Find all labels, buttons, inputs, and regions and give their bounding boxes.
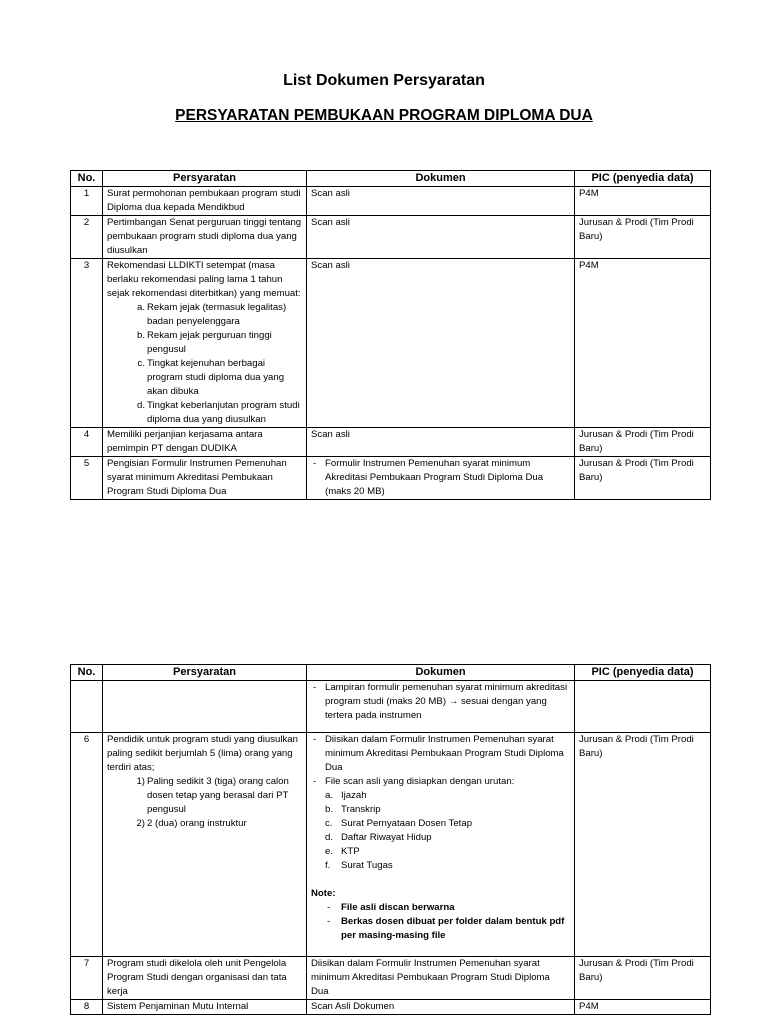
requirements-table: [70, 170, 711, 500]
row-persyaratan-cell: [103, 733, 307, 957]
list-item: e. KTP: [325, 846, 360, 857]
row-dokumen: Diisikan dalam Formulir Instrumen Pemenuhan syarat minimum Akreditasi Pembukaan Program Studi Diploma Dua: [307, 957, 575, 1000]
row-dokumen: Scan asli: [307, 187, 575, 216]
table-row: [71, 187, 711, 216]
row-persyaratan: Pertimbangan Senat perguruan tinggi tentang pembukaan program studi diploma dua yang diusulkan: [103, 216, 307, 259]
list-item: d. Daftar Riwayat Hidup: [325, 832, 432, 843]
row-persyaratan: Pendidik untuk program studi yang diusulkan paling sedikit berjumlah 5 (lima) orang yang terdiri atas;: [107, 734, 298, 773]
row-pic: P4M: [575, 187, 711, 216]
header-no: No.: [71, 665, 103, 681]
table-row: [71, 957, 711, 1000]
note-list: [311, 901, 570, 943]
row-no: 7: [71, 957, 103, 1000]
table-row: [71, 216, 711, 259]
list-item: 1) Paling sedikit 3 (tiga) orang calon dosen tetap yang berasal dari PT pengusul: [136, 776, 289, 815]
row-dokumen: Scan Asli Dokumen: [307, 1000, 575, 1015]
list-item: a. Ijazah: [325, 790, 367, 801]
row-dokumen-cell: [307, 457, 575, 500]
row-no: 4: [71, 428, 103, 457]
row-persyaratan: Memiliki perjanjian kerjasama antara pemimpin PT dengan DUDIKA: [103, 428, 307, 457]
row-pic: Jurusan & Prodi (Tim Prodi Baru): [575, 733, 711, 957]
row-persyaratan: Pengisian Formulir Instrumen Pemenuhan syarat minimum Akreditasi Pembukaan Program Studi Diploma Dua: [103, 457, 307, 500]
row-persyaratan-cell: [103, 259, 307, 428]
header-pic: PIC (penyedia data): [575, 665, 711, 681]
row-dokumen-cell: [307, 681, 575, 733]
row-dokumen: Scan asli: [307, 259, 575, 428]
header-dokumen: Dokumen: [307, 665, 575, 681]
row-dokumen: Scan asli: [307, 428, 575, 457]
table-row: [71, 733, 711, 957]
table-header-row: [71, 665, 711, 681]
row-persyaratan: Program studi dikelola oleh unit Pengelola Program Studi dengan organisasi dan tata kerja: [103, 957, 307, 1000]
row-dokumen: Scan asli: [307, 216, 575, 259]
table-row: [71, 681, 711, 733]
table-row: [71, 457, 711, 500]
row-no: 8: [71, 1000, 103, 1015]
list-item: - Lampiran formulir pemenuhan syarat minimum akreditasi program studi (maks 20 MB) → sesuai dengan yang tertera pada instrumen: [311, 681, 570, 723]
row-no: 3: [71, 259, 103, 428]
list-item: c. Surat Pernyataan Dosen Tetap: [325, 818, 473, 829]
list-item: c. Tingkat kejenuhan berbagai program studi diploma dua yang akan dibuka: [137, 358, 285, 397]
list-item: b. Transkrip: [325, 804, 381, 815]
row-persyaratan: Sistem Penjaminan Mutu Internal: [103, 1000, 307, 1015]
row-no: 2: [71, 216, 103, 259]
requirements-table-continued: [70, 664, 711, 1015]
row-pic: Jurusan & Prodi (Tim Prodi Baru): [575, 957, 711, 1000]
row-persyaratan: Surat permohonan pembukaan program studi Diploma dua kepada Mendikbud: [103, 187, 307, 216]
list-item: b. Rekam jejak perguruan tinggi pengusul: [136, 330, 272, 355]
row-persyaratan: Rekomendasi LLDIKTI setempat (masa berlaku rekomendasi paling lama 1 tahun sejak rekomendasi diterbitkan) yang memuat:: [107, 260, 301, 299]
list-item: - Berkas dosen dibuat per folder dalam bentuk pdf per masing-masing file: [325, 915, 570, 943]
list-item: 2) 2 (dua) orang instruktur: [136, 818, 247, 829]
row-pic: Jurusan & Prodi (Tim Prodi Baru): [575, 428, 711, 457]
list-item: a. Rekam jejak (termasuk legalitas) badan penyelenggara: [136, 302, 287, 327]
table-row: [71, 259, 711, 428]
table-row: [71, 1000, 711, 1015]
note-label: Note:: [311, 888, 336, 899]
sub-list: [107, 775, 302, 831]
sub-list: [107, 301, 302, 427]
table-row: [71, 428, 711, 457]
document-title: List Dokumen Persyaratan: [283, 72, 485, 89]
file-list: [311, 789, 570, 873]
header-persyaratan: Persyaratan: [103, 665, 307, 681]
row-dokumen-cell: [307, 733, 575, 957]
list-item: f. Surat Tugas: [325, 860, 393, 871]
document-subtitle: PERSYARATAN PEMBUKAAN PROGRAM DIPLOMA DUA: [175, 107, 593, 124]
row-no: 6: [71, 733, 103, 957]
row-pic: Jurusan & Prodi (Tim Prodi Baru): [575, 216, 711, 259]
row-pic: P4M: [575, 259, 711, 428]
header-persyaratan: Persyaratan: [103, 171, 307, 187]
row-no: 5: [71, 457, 103, 500]
header-no: No.: [71, 171, 103, 187]
list-item: - File scan asli yang disiapkan dengan urutan:: [311, 775, 570, 789]
table-header-row: [71, 171, 711, 187]
row-pic: P4M: [575, 1000, 711, 1015]
list-item: - Diisikan dalam Formulir Instrumen Pemenuhan syarat minimum Akreditasi Pembukaan Program Studi Diploma Dua: [311, 733, 570, 775]
list-item: - Formulir Instrumen Pemenuhan syarat minimum Akreditasi Pembukaan Program Studi Diploma Dua (maks 20 MB): [311, 457, 570, 499]
row-pic: Jurusan & Prodi (Tim Prodi Baru): [575, 457, 711, 500]
list-item: d. Tingkat keberlanjutan program studi diploma dua yang diusulkan: [136, 400, 300, 425]
header-pic: PIC (penyedia data): [575, 171, 711, 187]
row-no: 1: [71, 187, 103, 216]
header-dokumen: Dokumen: [307, 171, 575, 187]
list-item: - File asli discan berwarna: [325, 901, 570, 915]
